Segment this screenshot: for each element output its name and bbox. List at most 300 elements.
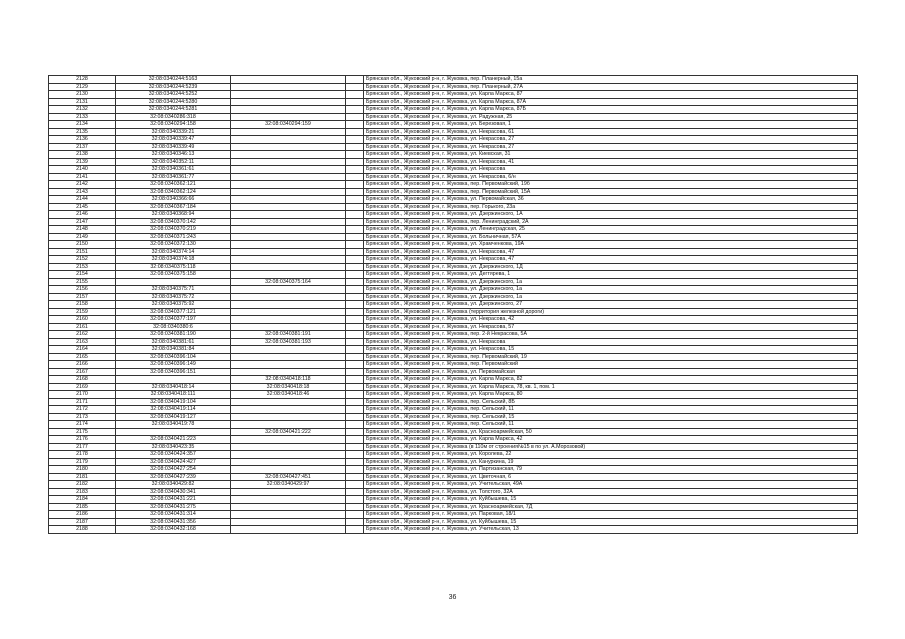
- prior-cadastral-number-cell: [231, 301, 346, 309]
- prior-cadastral-number-cell: [231, 143, 346, 151]
- cadastral-number-cell: 32:08:0340244:5252: [116, 91, 231, 99]
- cadastral-number-cell: 32:08:0340244:5280: [116, 98, 231, 106]
- prior-cadastral-number-cell: 32:08:0340421:222: [231, 428, 346, 436]
- row-number-cell: 2159: [49, 308, 116, 316]
- row-number-cell: 2146: [49, 211, 116, 219]
- address-cell: Брянская обл., Жуковский р-н, г. Жуковка, ул. Некрасова, 47: [364, 256, 858, 264]
- row-number-cell: 2179: [49, 458, 116, 466]
- table-row: [49, 158, 858, 166]
- address-cell: Брянская обл., Жуковский р-н, г. Жуковка, ул. Карла Маркса, 87А: [364, 98, 858, 106]
- table-body: [49, 76, 858, 534]
- address-cell: Брянская обл., Жуковский р-н, г. Жуковка, пер. Первомайский, 15А: [364, 188, 858, 196]
- table-row: [49, 526, 858, 534]
- address-cell: Брянская обл., Жуковский р-н, г. Жуковка, ул. Карла Маркса, 82: [364, 376, 858, 384]
- cadastral-number-cell: 32:08:0340375:92: [116, 301, 231, 309]
- cadastral-number-cell: 32:08:0340431:314: [116, 511, 231, 519]
- spacer-cell: [346, 413, 364, 421]
- row-number-cell: 2128: [49, 76, 116, 84]
- prior-cadastral-number-cell: [231, 293, 346, 301]
- row-number-cell: 2145: [49, 203, 116, 211]
- table-row: [49, 173, 858, 181]
- prior-cadastral-number-cell: [231, 323, 346, 331]
- spacer-cell: [346, 286, 364, 294]
- row-number-cell: 2182: [49, 481, 116, 489]
- prior-cadastral-number-cell: [231, 248, 346, 256]
- prior-cadastral-number-cell: [231, 346, 346, 354]
- cadastral-number-cell: 32:08:0340370:142: [116, 218, 231, 226]
- address-cell: Брянская обл., Жуковский р-н, г. Жуковка, ул. Кануркина, 19: [364, 458, 858, 466]
- address-cell: Брянская обл., Жуковский р-н, г. Жуковка, ул. Первомайская: [364, 368, 858, 376]
- cadastral-number-cell: 32:08:0340375:72: [116, 293, 231, 301]
- row-number-cell: 2142: [49, 181, 116, 189]
- prior-cadastral-number-cell: [231, 241, 346, 249]
- spacer-cell: [346, 121, 364, 129]
- table-row: [49, 76, 858, 84]
- table-row: [49, 466, 858, 474]
- spacer-cell: [346, 353, 364, 361]
- table-row: [49, 106, 858, 114]
- address-cell: Брянская обл., Жуковский р-н, г. Жуковка, ул. Куйбышева, 15: [364, 496, 858, 504]
- address-cell: Брянская обл., Жуковский р-н, г. Жуковка, ул. Храмченкова, 19А: [364, 241, 858, 249]
- prior-cadastral-number-cell: 32:08:0340294:159: [231, 121, 346, 129]
- table-row: [49, 248, 858, 256]
- row-number-cell: 2148: [49, 226, 116, 234]
- prior-cadastral-number-cell: [231, 503, 346, 511]
- row-number-cell: 2133: [49, 113, 116, 121]
- row-number-cell: 2140: [49, 166, 116, 174]
- prior-cadastral-number-cell: [231, 181, 346, 189]
- cadastral-number-cell: 32:08:0340366:66: [116, 196, 231, 204]
- spacer-cell: [346, 301, 364, 309]
- cadastral-number-cell: 32:08:0340419:114: [116, 406, 231, 414]
- spacer-cell: [346, 271, 364, 279]
- cadastral-number-cell: 32:08:0340368:94: [116, 211, 231, 219]
- table-row: [49, 458, 858, 466]
- row-number-cell: 2152: [49, 256, 116, 264]
- address-cell: Брянская обл., Жуковский р-н, г. Жуковка, пер. Первомайский, 19: [364, 353, 858, 361]
- row-number-cell: 2150: [49, 241, 116, 249]
- address-cell: Брянская обл., Жуковский р-н, г. Жуковка, ул. Дзержинского, 27: [364, 301, 858, 309]
- cadastral-number-cell: 32:08:0340424:357: [116, 451, 231, 459]
- table-row: [49, 451, 858, 459]
- address-cell: Брянская обл., Жуковский р-н, г. Жуковка, пер. 2-й Некрасова, 5А: [364, 331, 858, 339]
- spacer-cell: [346, 391, 364, 399]
- cadastral-number-cell: 32:08:0340396:149: [116, 361, 231, 369]
- row-number-cell: 2158: [49, 301, 116, 309]
- cadastral-number-cell: 32:08:0340427:239: [116, 473, 231, 481]
- row-number-cell: 2175: [49, 428, 116, 436]
- row-number-cell: 2169: [49, 383, 116, 391]
- spacer-cell: [346, 443, 364, 451]
- cadastral-number-cell: 32:08:0340419:78: [116, 421, 231, 429]
- prior-cadastral-number-cell: [231, 451, 346, 459]
- spacer-cell: [346, 98, 364, 106]
- row-number-cell: 2185: [49, 503, 116, 511]
- address-cell: Брянская обл., Жуковский р-н, г. Жуковка, ул. Радужная, 25: [364, 113, 858, 121]
- cadastral-number-cell: 32:08:0340362:124: [116, 188, 231, 196]
- spacer-cell: [346, 383, 364, 391]
- prior-cadastral-number-cell: [231, 188, 346, 196]
- spacer-cell: [346, 188, 364, 196]
- cadastral-number-cell: 32:08:0340423:35: [116, 443, 231, 451]
- address-cell: Брянская обл., Жуковский р-н, г. Жуковка (в 110м от строения№15 в по ул. А.Морозовой): [364, 443, 858, 451]
- table-row: [49, 421, 858, 429]
- address-cell: Брянская обл., Жуковский р-н, г. Жуковка, ул. Дзержинского, 1Д: [364, 263, 858, 271]
- spacer-cell: [346, 106, 364, 114]
- address-cell: Брянская обл., Жуковский р-н, г. Жуковка, пер. Сельский, 11: [364, 421, 858, 429]
- address-cell: Брянская обл., Жуковский р-н, г. Жуковка, ул. Дзержинского, 1А: [364, 211, 858, 219]
- spacer-cell: [346, 181, 364, 189]
- spacer-cell: [346, 196, 364, 204]
- address-cell: Брянская обл., Жуковский р-н, г. Жуковка, ул. Березовая, 1: [364, 121, 858, 129]
- table-row: [49, 301, 858, 309]
- spacer-cell: [346, 248, 364, 256]
- cadastral-number-cell: 32:08:0340244:5239: [116, 83, 231, 91]
- row-number-cell: 2165: [49, 353, 116, 361]
- spacer-cell: [346, 496, 364, 504]
- spacer-cell: [346, 406, 364, 414]
- address-cell: Брянская обл., Жуковский р-н, г. Жуковка, ул. Ленинградская, 25: [364, 226, 858, 234]
- row-number-cell: 2136: [49, 136, 116, 144]
- table-row: [49, 518, 858, 526]
- address-cell: Брянская обл., Жуковский р-н, г. Жуковка, ул. Дзержинского, 1а: [364, 278, 858, 286]
- spacer-cell: [346, 421, 364, 429]
- cadastral-number-cell: 32:08:0340424:427: [116, 458, 231, 466]
- table-row: [49, 503, 858, 511]
- prior-cadastral-number-cell: [231, 256, 346, 264]
- prior-cadastral-number-cell: [231, 136, 346, 144]
- cadastral-number-cell: 32:08:0340361:77: [116, 173, 231, 181]
- row-number-cell: 2173: [49, 413, 116, 421]
- cadastral-number-cell: 32:08:0340375:71: [116, 286, 231, 294]
- prior-cadastral-number-cell: [231, 308, 346, 316]
- prior-cadastral-number-cell: [231, 128, 346, 136]
- spacer-cell: [346, 376, 364, 384]
- cadastral-number-cell: [116, 278, 231, 286]
- spacer-cell: [346, 518, 364, 526]
- prior-cadastral-number-cell: 32:08:0340427:451: [231, 473, 346, 481]
- prior-cadastral-number-cell: [231, 466, 346, 474]
- spacer-cell: [346, 166, 364, 174]
- address-cell: Брянская обл., Жуковский р-н, г. Жуковка, пер. Сельский, 8Б: [364, 398, 858, 406]
- spacer-cell: [346, 503, 364, 511]
- spacer-cell: [346, 278, 364, 286]
- prior-cadastral-number-cell: 32:08:0340418:118: [231, 376, 346, 384]
- address-cell: Брянская обл., Жуковский р-н, г. Жуковка, пер. Сельский, 11: [364, 406, 858, 414]
- address-cell: Брянская обл., Жуковский р-н, г. Жуковка, пер. Ленинградский, 2А: [364, 218, 858, 226]
- spacer-cell: [346, 398, 364, 406]
- table-row: [49, 196, 858, 204]
- table-row: [49, 331, 858, 339]
- address-cell: Брянская обл., Жуковский р-н, г. Жуковка, ул. Дзержинского, 1а: [364, 286, 858, 294]
- table-row: [49, 151, 858, 159]
- cadastral-number-cell: 32:08:0340339:49: [116, 143, 231, 151]
- spacer-cell: [346, 241, 364, 249]
- row-number-cell: 2171: [49, 398, 116, 406]
- spacer-cell: [346, 458, 364, 466]
- address-cell: Брянская обл., Жуковский р-н, г. Жуковка, ул. Некрасова: [364, 338, 858, 346]
- address-cell: Брянская обл., Жуковский р-н, г. Жуковка, ул. Карла Маркса, 42: [364, 436, 858, 444]
- spacer-cell: [346, 218, 364, 226]
- row-number-cell: 2155: [49, 278, 116, 286]
- cadastral-number-cell: [116, 428, 231, 436]
- prior-cadastral-number-cell: [231, 511, 346, 519]
- cadastral-number-cell: 32:08:0340381:61: [116, 338, 231, 346]
- address-cell: Брянская обл., Жуковский р-н, г. Жуковка, ул. Некрасова: [364, 166, 858, 174]
- spacer-cell: [346, 308, 364, 316]
- cadastral-number-cell: 32:08:0340367:184: [116, 203, 231, 211]
- table-row: [49, 481, 858, 489]
- spacer-cell: [346, 316, 364, 324]
- table-row: [49, 278, 858, 286]
- cadastral-number-cell: 32:08:0340431:356: [116, 518, 231, 526]
- row-number-cell: 2154: [49, 271, 116, 279]
- table-row: [49, 383, 858, 391]
- cadastral-number-cell: [116, 376, 231, 384]
- row-number-cell: 2183: [49, 488, 116, 496]
- prior-cadastral-number-cell: [231, 166, 346, 174]
- table-row: [49, 181, 858, 189]
- spacer-cell: [346, 436, 364, 444]
- row-number-cell: 2149: [49, 233, 116, 241]
- cadastral-table: [48, 75, 858, 534]
- address-cell: Брянская обл., Жуковский р-н, г. Жуковка, пер. Первомайский: [364, 361, 858, 369]
- table-row: [49, 406, 858, 414]
- address-cell: Брянская обл., Жуковский р-н, г. Жуковка, ул. Больничная, 57А: [364, 233, 858, 241]
- spacer-cell: [346, 488, 364, 496]
- address-cell: Брянская обл., Жуковский р-н, г. Жуковка, ул. Некрасова, 47: [364, 248, 858, 256]
- table-row: [49, 286, 858, 294]
- table-row: [49, 391, 858, 399]
- table-row: [49, 136, 858, 144]
- row-number-cell: 2174: [49, 421, 116, 429]
- prior-cadastral-number-cell: [231, 413, 346, 421]
- cadastral-number-cell: 32:08:0340396:104: [116, 353, 231, 361]
- prior-cadastral-number-cell: [231, 406, 346, 414]
- spacer-cell: [346, 211, 364, 219]
- cadastral-number-cell: 32:08:0340377:197: [116, 316, 231, 324]
- table-row: [49, 428, 858, 436]
- table-row: [49, 263, 858, 271]
- spacer-cell: [346, 466, 364, 474]
- address-cell: Брянская обл., Жуковский р-н, г. Жуковка, ул. Партизанская, 79: [364, 466, 858, 474]
- table-row: [49, 166, 858, 174]
- cadastral-number-cell: 32:08:0340419:127: [116, 413, 231, 421]
- prior-cadastral-number-cell: [231, 263, 346, 271]
- row-number-cell: 2134: [49, 121, 116, 129]
- prior-cadastral-number-cell: [231, 211, 346, 219]
- table-row: [49, 113, 858, 121]
- address-cell: Брянская обл., Жуковский р-н, г. Жуковка, ул. Первомайская, 36: [364, 196, 858, 204]
- cadastral-number-cell: 32:08:0340381:84: [116, 346, 231, 354]
- row-number-cell: 2172: [49, 406, 116, 414]
- spacer-cell: [346, 128, 364, 136]
- address-cell: Брянская обл., Жуковский р-н, г. Жуковка, ул. Толстого, 32А: [364, 488, 858, 496]
- address-cell: Брянская обл., Жуковский р-н, г. Жуковка, ул. Некрасова, 15: [364, 346, 858, 354]
- prior-cadastral-number-cell: 32:08:0340375:164: [231, 278, 346, 286]
- table-row: [49, 346, 858, 354]
- address-cell: Брянская обл., Жуковский р-н, г. Жуковка, ул. Некрасова, 27: [364, 143, 858, 151]
- spacer-cell: [346, 83, 364, 91]
- table-row: [49, 91, 858, 99]
- cadastral-number-cell: 32:08:0340431:221: [116, 496, 231, 504]
- table-row: [49, 128, 858, 136]
- table-row: [49, 488, 858, 496]
- table-row: [49, 496, 858, 504]
- table-row: [49, 226, 858, 234]
- address-cell: Брянская обл., Жуковский р-н, г. Жуковка, ул. Учительская, 13: [364, 526, 858, 534]
- table-row: [49, 293, 858, 301]
- row-number-cell: 2180: [49, 466, 116, 474]
- table-row: [49, 361, 858, 369]
- table-row: [49, 413, 858, 421]
- spacer-cell: [346, 293, 364, 301]
- prior-cadastral-number-cell: [231, 271, 346, 279]
- prior-cadastral-number-cell: [231, 226, 346, 234]
- table-row: [49, 316, 858, 324]
- prior-cadastral-number-cell: [231, 488, 346, 496]
- prior-cadastral-number-cell: [231, 353, 346, 361]
- cadastral-number-cell: 32:08:0340371:243: [116, 233, 231, 241]
- row-number-cell: 2138: [49, 151, 116, 159]
- row-number-cell: 2162: [49, 331, 116, 339]
- prior-cadastral-number-cell: [231, 518, 346, 526]
- spacer-cell: [346, 91, 364, 99]
- prior-cadastral-number-cell: [231, 76, 346, 84]
- spacer-cell: [346, 173, 364, 181]
- table-row: [49, 218, 858, 226]
- table-row: [49, 368, 858, 376]
- address-cell: Брянская обл., Жуковский р-н, г. Жуковка, пер. Планерный, 15а: [364, 76, 858, 84]
- row-number-cell: 2170: [49, 391, 116, 399]
- row-number-cell: 2184: [49, 496, 116, 504]
- spacer-cell: [346, 263, 364, 271]
- cadastral-number-cell: 32:08:0340375:158: [116, 271, 231, 279]
- address-cell: Брянская обл., Жуковский р-н, г. Жуковка, пер. Первомайский, 19б: [364, 181, 858, 189]
- cadastral-number-cell: 32:08:0340352:11: [116, 158, 231, 166]
- table-row: [49, 308, 858, 316]
- address-cell: Брянская обл., Жуковский р-н, г. Жуковка, ул. Некрасова, 27: [364, 136, 858, 144]
- address-cell: Брянская обл., Жуковский р-н, г. Жуковка, ул. Карла Маркса, 78, кв. 1, пом. 1: [364, 383, 858, 391]
- row-number-cell: 2163: [49, 338, 116, 346]
- spacer-cell: [346, 136, 364, 144]
- address-cell: Брянская обл., Жуковский р-н, г. Жуковка, ул. Цветочная, 6: [364, 473, 858, 481]
- cadastral-number-cell: 32:08:0340372:130: [116, 241, 231, 249]
- prior-cadastral-number-cell: [231, 458, 346, 466]
- table-row: [49, 323, 858, 331]
- cadastral-number-cell: 32:08:0340339:21: [116, 128, 231, 136]
- spacer-cell: [346, 481, 364, 489]
- spacer-cell: [346, 473, 364, 481]
- spacer-cell: [346, 256, 364, 264]
- address-cell: Брянская обл., Жуковский р-н, г. Жуковка, ул. Учительская, 49А: [364, 481, 858, 489]
- spacer-cell: [346, 76, 364, 84]
- address-cell: Брянская обл., Жуковский р-н, г. Жуковка, пер. Сельский, 15: [364, 413, 858, 421]
- prior-cadastral-number-cell: [231, 106, 346, 114]
- row-number-cell: 2132: [49, 106, 116, 114]
- table-row: [49, 233, 858, 241]
- spacer-cell: [346, 226, 364, 234]
- prior-cadastral-number-cell: [231, 203, 346, 211]
- row-number-cell: 2131: [49, 98, 116, 106]
- row-number-cell: 2143: [49, 188, 116, 196]
- cadastral-number-cell: 32:08:0340430:341: [116, 488, 231, 496]
- spacer-cell: [346, 361, 364, 369]
- row-number-cell: 2139: [49, 158, 116, 166]
- prior-cadastral-number-cell: [231, 91, 346, 99]
- cadastral-number-cell: 32:08:0340294:158: [116, 121, 231, 129]
- address-cell: Брянская обл., Жуковский р-н, г. Жуковка, ул. Некрасова, 41: [364, 158, 858, 166]
- cadastral-number-cell: 32:08:0340431:275: [116, 503, 231, 511]
- prior-cadastral-number-cell: [231, 233, 346, 241]
- table-row: [49, 211, 858, 219]
- row-number-cell: 2166: [49, 361, 116, 369]
- cadastral-number-cell: 32:08:0340339:47: [116, 136, 231, 144]
- row-number-cell: 2176: [49, 436, 116, 444]
- cadastral-number-cell: 32:08:0340374:14: [116, 248, 231, 256]
- prior-cadastral-number-cell: [231, 496, 346, 504]
- spacer-cell: [346, 203, 364, 211]
- address-cell: Брянская обл., Жуковский р-н, г. Жуковка, ул. Киевская, 31: [364, 151, 858, 159]
- spacer-cell: [346, 158, 364, 166]
- row-number-cell: 2187: [49, 518, 116, 526]
- cadastral-number-cell: 32:08:0340346:13: [116, 151, 231, 159]
- prior-cadastral-number-cell: [231, 83, 346, 91]
- address-cell: Брянская обл., Жуковский р-н, г. Жуковка, ул. Красноармейская, 50: [364, 428, 858, 436]
- address-cell: Брянская обл., Жуковский р-н, г. Жуковка, ул. Карла Маркса, 87Б: [364, 106, 858, 114]
- table-row: [49, 256, 858, 264]
- address-cell: Брянская обл., Жуковский р-н, г. Жуковка, ул. Карла Маркса, 80: [364, 391, 858, 399]
- cadastral-number-cell: 32:08:0340429:82: [116, 481, 231, 489]
- spacer-cell: [346, 368, 364, 376]
- prior-cadastral-number-cell: 32:08:0340418:18: [231, 383, 346, 391]
- spacer-cell: [346, 526, 364, 534]
- spacer-cell: [346, 451, 364, 459]
- address-cell: Брянская обл., Жуковский р-н, г. Жуковка, ул. Королева, 22: [364, 451, 858, 459]
- row-number-cell: 2160: [49, 316, 116, 324]
- cadastral-number-cell: 32:08:0340427:254: [116, 466, 231, 474]
- table-row: [49, 338, 858, 346]
- row-number-cell: 2144: [49, 196, 116, 204]
- cadastral-number-cell: 32:08:0340418:14: [116, 383, 231, 391]
- spacer-cell: [346, 233, 364, 241]
- address-cell: Брянская обл., Жуковский р-н, г. Жуковка, ул. Парковая, 18/1: [364, 511, 858, 519]
- row-number-cell: 2164: [49, 346, 116, 354]
- address-cell: Брянская обл., Жуковский р-н, г. Жуковка, пер. Горького, 23а: [364, 203, 858, 211]
- cadastral-number-cell: 32:08:0340244:5163: [116, 76, 231, 84]
- cadastral-number-cell: 32:08:0340244:5281: [116, 106, 231, 114]
- table-row: [49, 398, 858, 406]
- spacer-cell: [346, 346, 364, 354]
- prior-cadastral-number-cell: [231, 173, 346, 181]
- table-row: [49, 143, 858, 151]
- table-row: [49, 83, 858, 91]
- address-cell: Брянская обл., Жуковский р-н, г. Жуковка, пер. Планерный, 27А: [364, 83, 858, 91]
- cadastral-number-cell: 32:08:0340381:190: [116, 331, 231, 339]
- prior-cadastral-number-cell: [231, 196, 346, 204]
- prior-cadastral-number-cell: [231, 526, 346, 534]
- spacer-cell: [346, 428, 364, 436]
- prior-cadastral-number-cell: [231, 151, 346, 159]
- prior-cadastral-number-cell: [231, 443, 346, 451]
- prior-cadastral-number-cell: [231, 398, 346, 406]
- spacer-cell: [346, 143, 364, 151]
- spacer-cell: [346, 113, 364, 121]
- cadastral-number-cell: 32:08:0340419:104: [116, 398, 231, 406]
- prior-cadastral-number-cell: [231, 286, 346, 294]
- address-cell: Брянская обл., Жуковский р-н, г. Жуковка, ул. Карла Маркса, 87: [364, 91, 858, 99]
- row-number-cell: 2186: [49, 511, 116, 519]
